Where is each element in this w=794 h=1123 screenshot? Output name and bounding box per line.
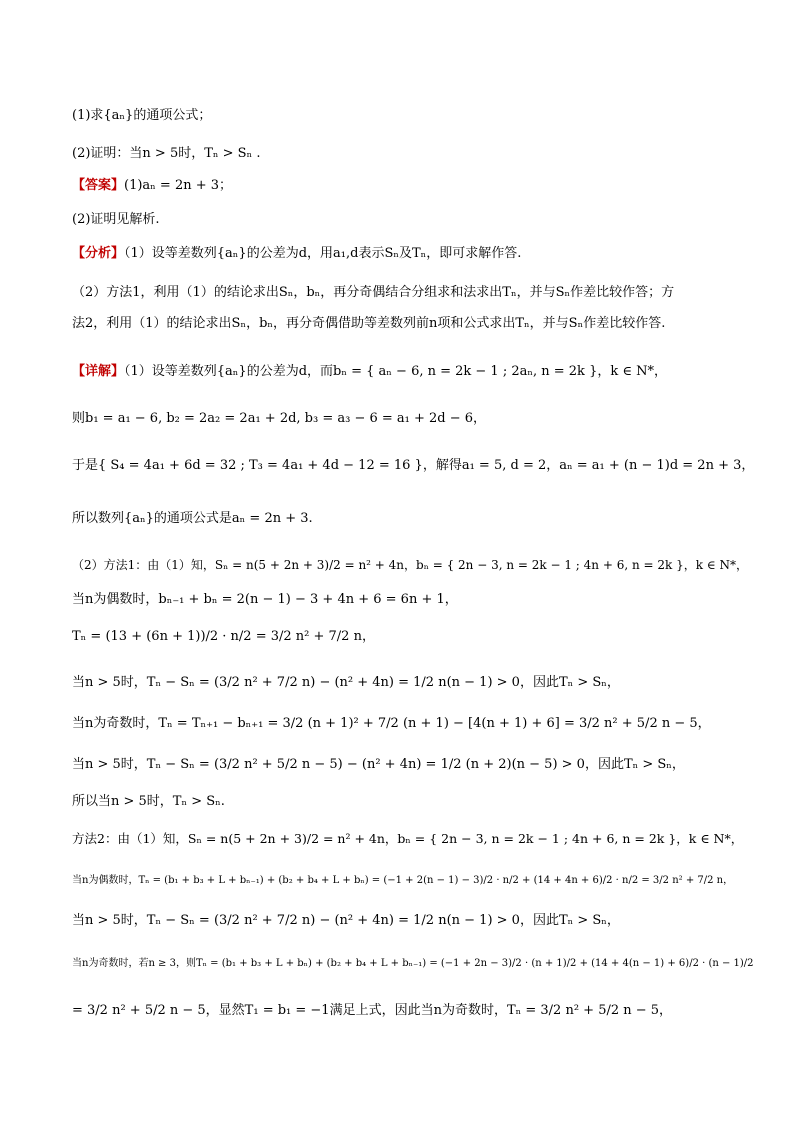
question-1: (1)求{aₙ}的通项公式； bbox=[72, 108, 212, 123]
method1-conclusion: 所以当n > 5时，Tₙ > Sₙ. bbox=[72, 794, 225, 809]
analysis-tag: 【分析】 bbox=[72, 246, 125, 261]
method2-even: 当n为偶数时，Tₙ = (b₁ + b₃ + L + bₙ₋₁) + (b₂ + b₄ + L + bₙ) = (−1 + 2(n − 1) − 3)/2 · n/2 + (14 + 4n + 6)/2 · n/2 = 3/2 n² + 7/2 n， bbox=[72, 875, 734, 886]
detail-line bbox=[72, 363, 667, 381]
analysis-line bbox=[72, 245, 521, 263]
method2-odd: 当n为奇数时，若n ≥ 3，则Tₙ = (b₁ + b₃ + L + bₙ) + (b₂ + b₄ + L + bₙ₋₁) = (−1 + 2n − 3)/2 · (n + 1)/2 + (14 + 4(n − 1) + 6)/2 · (n − 1)/2 bbox=[72, 958, 754, 969]
answer-line bbox=[72, 177, 232, 195]
answer-part-1: (1)aₙ = 2n + 3； bbox=[124, 178, 233, 193]
method1-even: 当n为偶数时，bₙ₋₁ + bₙ = 2(n − 1) − 3 + 4n + 6 = 6n + 1， bbox=[72, 592, 458, 607]
analysis-part-1: （1）设等差数列{aₙ}的公差为d，用a₁,d表示Sₙ及Tₙ，即可求解作答. bbox=[124, 246, 522, 261]
method1-intro: （2）方法1：由（1）知，Sₙ = n(5 + 2n + 3)/2 = n² + 4n，bₙ = { 2n − 3, n = 2k − 1 ; 4n + 6, n = 2k }，k ∈ N*， bbox=[72, 558, 749, 572]
detail-system: 于是{ S₄ = 4a₁ + 6d = 32 ; T₃ = 4a₁ + 4d − 12 = 16 }，解得a₁ = 5, d = 2，aₙ = a₁ + (n − 1)d = 2n + 3， bbox=[72, 458, 755, 473]
method1-compare-even: 当n > 5时，Tₙ − Sₙ = (3/2 n² + 7/2 n) − (n² + 4n) = 1/2 n(n − 1) > 0，因此Tₙ > Sₙ， bbox=[72, 675, 620, 690]
answer-tag: 【答案】 bbox=[72, 178, 125, 193]
question-2: (2)证明：当n > 5时，Tₙ > Sₙ . bbox=[72, 146, 261, 161]
detail-part-1: （1）设等差数列{aₙ}的公差为d，而bₙ = { aₙ − 6, n = 2k − 1 ; 2aₙ, n = 2k }，k ∈ N*， bbox=[124, 364, 667, 379]
detail-tag: 【详解】 bbox=[72, 364, 125, 379]
method2-odd-result: = 3/2 n² + 5/2 n − 5，显然T₁ = b₁ = −1满足上式，因此当n为奇数时，Tₙ = 3/2 n² + 5/2 n − 5， bbox=[72, 1003, 673, 1018]
method1-odd: 当n为奇数时，Tₙ = Tₙ₊₁ − bₙ₊₁ = 3/2 (n + 1)² + 7/2 (n + 1) − [4(n + 1) + 6] = 3/2 n² + 5/2 n − 5， bbox=[72, 716, 711, 731]
detail-b-values: 则b₁ = a₁ − 6, b₂ = 2a₂ = 2a₁ + 2d, b₃ = a₃ − 6 = a₁ + 2d − 6， bbox=[72, 411, 487, 426]
answer-part-2: (2)证明见解析. bbox=[72, 212, 160, 227]
method1-tn-even: Tₙ = (13 + (6n + 1))/2 · n/2 = 3/2 n² + 7/2 n， bbox=[72, 629, 375, 644]
detail-general-formula: 所以数列{aₙ}的通项公式是aₙ = 2n + 3. bbox=[72, 511, 313, 526]
method1-compare-odd: 当n > 5时，Tₙ − Sₙ = (3/2 n² + 5/2 n − 5) − (n² + 4n) = 1/2 (n + 2)(n − 5) > 0，因此Tₙ > Sₙ， bbox=[72, 757, 685, 772]
analysis-part-2b: 法2，利用（1）的结论求出Sₙ，bₙ，再分奇偶借助等差数列前n项和公式求出Tₙ，并与Sₙ作差比较作答. bbox=[72, 316, 666, 331]
method2-compare-even: 当n > 5时，Tₙ − Sₙ = (3/2 n² + 7/2 n) − (n² + 4n) = 1/2 n(n − 1) > 0，因此Tₙ > Sₙ， bbox=[72, 913, 620, 928]
analysis-part-2a: （2）方法1，利用（1）的结论求出Sₙ，bₙ，再分奇偶结合分组求和法求出Tₙ，并与Sₙ作差比较作答；方 bbox=[72, 285, 675, 300]
method2-intro: 方法2：由（1）知，Sₙ = n(5 + 2n + 3)/2 = n² + 4n，bₙ = { 2n − 3, n = 2k − 1 ; 4n + 6, n = 2k }，k ∈ N*， bbox=[72, 831, 744, 846]
